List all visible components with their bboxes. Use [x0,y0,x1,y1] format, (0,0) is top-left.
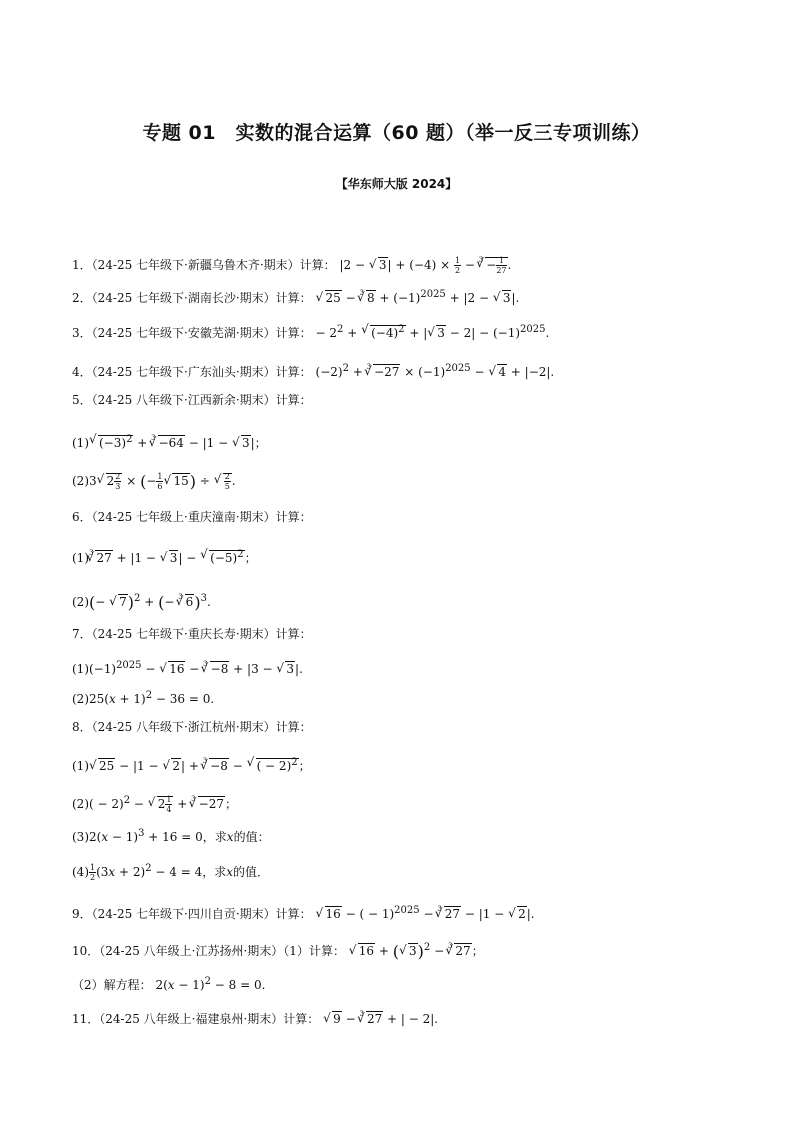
part-label: (3) [72,830,89,844]
problem-10-2-expression: $2(x - 1)^2 - 8 = 0$. [155,976,266,992]
problem-8-source: 8．（24-25 八年级下·浙江杭州·期末）计算： [72,720,312,734]
problem-8-part-2 [72,791,237,814]
problem-8-4-expression: $\frac{1}{2}$ $(3x + 2)^2 - 4 = 4$ [90,863,203,882]
part-label: (1) [72,551,89,565]
problem-8 [72,719,312,735]
problem-10 [72,938,484,960]
problem-6-part-2 [72,589,211,611]
problem-5-source: 5．（24-25 八年级下·江西新余·期末）计算： [72,393,312,407]
problem-9 [72,901,535,922]
problem-8-part-4: (4) $\frac{1}{2}$ $(3x + 2)^2 - 4 = 4$，求x的值． [72,863,270,882]
problem-7-source: 7．（24-25 七年级下·重庆长寿·期末）计算： [72,627,312,641]
problem-5-part-1 [72,430,267,451]
problem-9-source: 9．（24-25 七年级下·四川自贡·期末）计算： [72,907,312,921]
problem-8-part-3: $(3)2(x - 1)^3 + 16 = 0$，求x的值： [72,828,270,844]
problem-11-source: 11．（24-25 八年级上·福建泉州·期末）计算： [72,1012,320,1026]
problem-10-1-expression: √ 16 + (√ 3)$^2$ − $^3$√ 27； [349,944,484,958]
problem-5 [72,392,312,408]
problem-2 [72,285,519,306]
problem-7-part-1 [72,656,303,677]
find-x-text: ，求 [202,830,227,844]
problem-7 [72,626,312,642]
part-label: (1) [72,436,89,450]
problem-11 [72,1006,438,1027]
problem-11-expression: √ 9 − $^3$√ 27 + | − 2|. [323,1012,438,1026]
problem-3 [72,322,549,341]
problem-6-1-expression: $^3$√ 27 + |1 − √ 3| − √ $(-5)^2$； [89,551,257,565]
problem-10-2-label: （2）解方程： [72,978,152,992]
problem-5-part-2 [72,472,236,491]
part-label: (2) [72,595,89,609]
problem-2-source: 2．（24-25 七年级下·湖南长沙·期末）计算： [72,291,312,305]
problem-10-source: 10．（24-25 八年级上·江苏扬州·期末）（1）计算： [72,944,345,958]
find-x-text: ，求 [202,865,227,879]
page-title: 专题 01 实数的混合运算（60 题）（举一反三专项训练） [142,122,651,144]
problem-9-expression: √ 16 − ( − 1)$^{2025}$ − $^3$√ 27 − |1 − √ 2|. [316,907,535,921]
problem-5-2-expression: 3√ 2 $\frac{2}{3}$ × (− $\frac{1}{6}$ √ 15) ÷ √ $\frac{2}{5}$ . [89,474,236,488]
problem-4 [72,359,554,380]
problem-4-expression: $(-2)^2 + ^3√ -27 \times (-1)^{2025}$ − √ 4 + |−2|. [316,365,555,379]
problem-8-3-expression: $2(x - 1)^3 + 16 = 0$ [89,828,203,844]
part-label: (4) [72,865,89,879]
problem-3-expression: − $2^2$ + √ $(-4)^2$ + |√ $3 - 2| - (-1)^{2025}$. [316,326,550,340]
problem-6-part-1 [72,545,257,566]
problem-3-source: 3．（24-25 七年级下·安徽芜湖·期末）计算： [72,326,312,340]
problem-1 [72,252,511,275]
part-label: (2) [72,797,89,811]
part-label: (1) [72,662,89,676]
problem-6 [72,509,312,525]
problem-8-part-1 [72,753,311,774]
problem-7-1-expression: $(-1)^{2025}$ − √ 16 − $^3$√ −8 + |3 − √ 3|. [89,662,303,676]
find-x-tail: 的值： [233,830,270,844]
problem-6-2-expression: (− √ 7)$^2$ + (− $^3$√ 6)$^3$. [89,595,211,609]
problem-8-1-expression: √ 25 − |1 − √ 2| + $^3$√ −8 − √ ( − 2)$^2$； [89,759,311,773]
problem-1-expression: |2 − √ 3| + (−4) × $\frac{1}{2}$ − $^3$√ − $\frac{1}{27}$ . [340,258,512,272]
part-label: (2) [72,692,89,706]
problem-7-2-expression: $25(x + 1)^2 - 36 = 0$. [89,690,215,706]
part-label: (1) [72,759,89,773]
problem-5-1-expression: √ $(-3)^2 + ^3√ -64 - |1$ − √ 3|； [89,436,267,450]
problem-1-source: 1．（24-25 七年级下·新疆乌鲁木齐·期末）计算： [72,258,336,272]
problem-8-2-expression: ( − 2)$^2$ − √ 2 $\frac{1}{4}$ + $^3$√ −27； [89,797,237,811]
problem-4-source: 4．（24-25 七年级下·广东汕头·期末）计算： [72,365,312,379]
problem-6-source: 6．（24-25 七年级上·重庆潼南·期末）计算： [72,510,312,524]
problem-2-expression: √ 25 − $^3$√ $8 + (-1)^{2025} + |2$ − √ 3|. [316,291,520,305]
part-label: (2) [72,474,89,488]
problem-10-part-2 [72,974,265,993]
page-subtitle: 【华东师大版 2024】 [335,177,458,191]
problem-7-part-2 [72,688,214,707]
find-x-tail: 的值． [233,865,270,879]
